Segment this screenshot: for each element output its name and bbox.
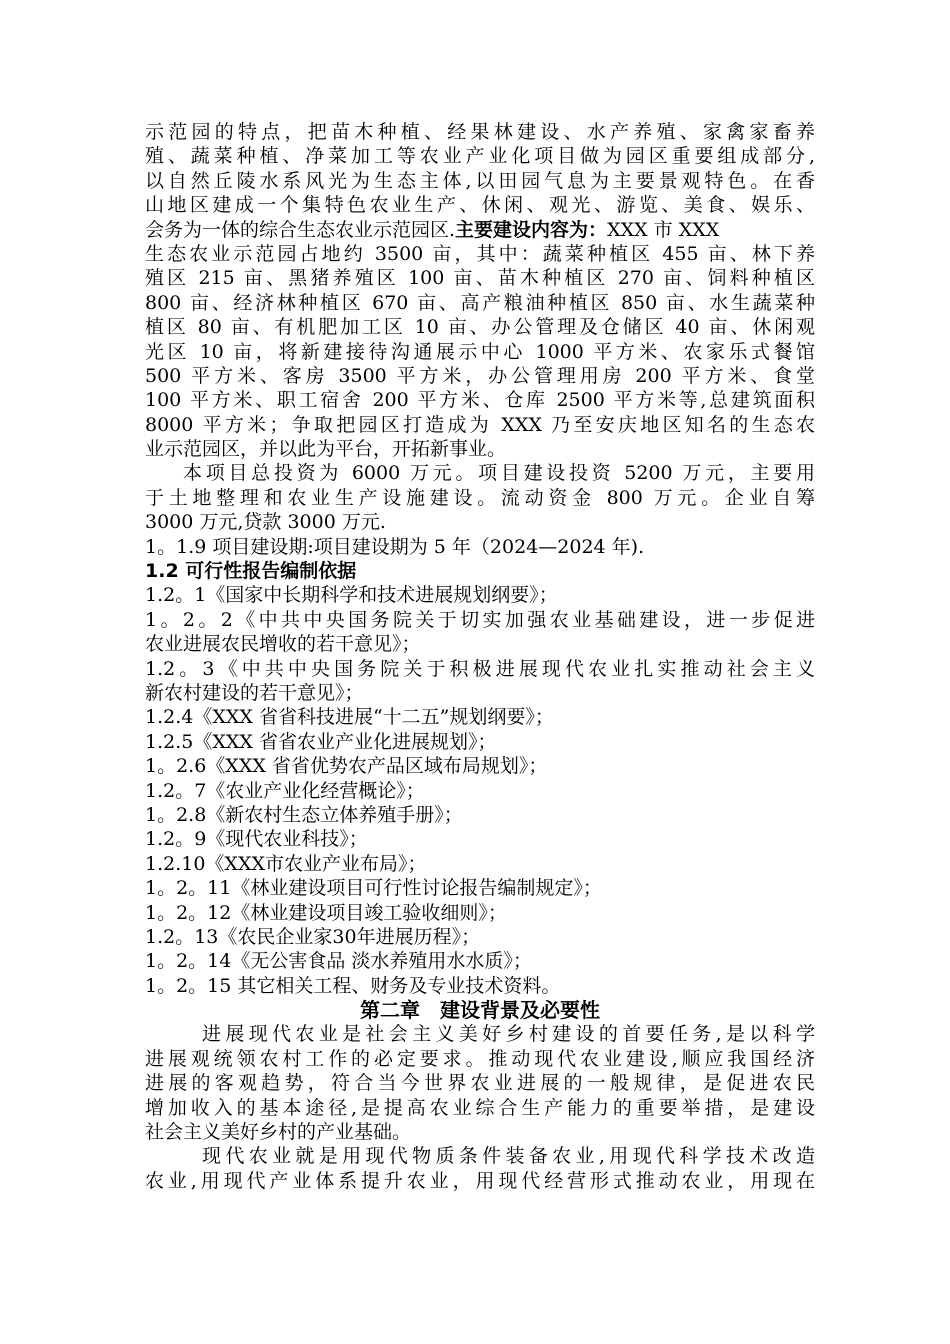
- paragraph-line: 进展的客观趋势，符合当今世界农业进展的一般规律，是促进农民: [145, 1072, 815, 1095]
- reference-item: 1.2。9《现代农业科技》；: [145, 828, 368, 851]
- paragraph-line: 增加收入的基本途径,是提高农业综合生产能力的重要举措，是建设: [145, 1096, 815, 1119]
- paragraph-line: 800 亩、经济林种植区 670 亩、高产粮油种植区 850 亩、水生蔬菜种: [145, 291, 815, 314]
- reference-item: 新农村建设的若干意见》；: [145, 681, 364, 704]
- reference-item: 农业进展农民增收的若干意见》；: [145, 633, 421, 656]
- paragraph-line: 进展现代农业是社会主义美好乡村建设的首要任务,是以科学: [202, 1023, 815, 1046]
- paragraph-line: 农业,用现代产业体系提升农业，用现代经营形式推动农业，用现在: [145, 1169, 815, 1192]
- paragraph-line: 植区 80 亩、有机肥加工区 10 亩、办公管理及仓储区 40 亩、休闲观: [145, 316, 815, 339]
- reference-item: 1.2.5《XXX 省省农业产业化进展规划》；: [145, 730, 497, 753]
- paragraph-text: 会务为一体的综合生态农业示范园区.: [145, 218, 456, 241]
- paragraph-line: 示范园的特点，把苗木种植、经果林建设、水产养殖、家禽家畜养: [145, 121, 815, 143]
- paragraph-line: 500 平方米、客房 3500 平方米，办公管理用房 200 平方米、食堂: [145, 364, 815, 387]
- section-item: 1。1.9 项目建设期:项目建设期为 5 年（2024—2024 年).: [145, 535, 645, 558]
- paragraph-line: 进展观统领农村工作的必定要求。推动现代农业建设,顺应我国经济: [145, 1047, 815, 1070]
- reference-item: 1.2。1《国家中长期科学和技术进展规划纲要》；: [145, 584, 558, 607]
- reference-item: 1.2。3《中共中央国务院关于积极进展现代农业扎实推动社会主义: [145, 657, 815, 680]
- reference-item: 1.2。13《农民企业家30年进展历程》；: [145, 925, 481, 948]
- reference-item: 1。2。11《林业建设项目可行性讨论报告编制规定》；: [145, 877, 602, 900]
- reference-item: 1.2。7《农业产业化经营概论》；: [145, 779, 425, 802]
- paragraph-line: [145, 218, 815, 242]
- reference-item: 1。2。2《中共中央国务院关于切实加强农业基础建设，进一步促进: [145, 608, 815, 631]
- paragraph-line: 殖、蔬菜种植、净菜加工等农业产业化项目做为园区重要组成部分,: [145, 145, 815, 168]
- paragraph-line: 社会主义美好乡村的产业基础。: [145, 1121, 412, 1144]
- chapter-heading: [145, 998, 815, 1022]
- chapter-label: 第二章: [360, 998, 420, 1023]
- reference-item: 1。2。14《无公害食品 淡水养殖用水水质》；: [145, 950, 532, 973]
- reference-item: 1.2.10《XXX市农业产业布局》；: [145, 852, 427, 875]
- paragraph-line: 殖区 215 亩、黑猪养殖区 100 亩、苗木种植区 270 亩、饲料种植区: [145, 267, 815, 290]
- paragraph-line: 本项目总投资为 6000 万元。项目建设投资 5200 万元，主要用: [183, 462, 815, 485]
- paragraph-line: 3000 万元,贷款 3000 万元.: [145, 511, 386, 534]
- paragraph-line: 以自然丘陵水系风光为生态主体,以田园气息为主要景观特色。在香: [145, 169, 815, 192]
- paragraph-line: 8000 平方米；争取把园区打造成为 XXX 乃至安庆地区知名的生态农: [145, 413, 815, 436]
- reference-item: 1。2。15 其它相关工程、财务及专业技术资料。: [145, 974, 561, 997]
- paragraph-line: 山地区建成一个集特色农业生产、休闲、观光、游览、美食、娱乐、: [145, 194, 815, 217]
- bold-lead-in: 主要建设内容为：: [455, 218, 608, 241]
- paragraph-line: 生态农业示范园占地约 3500 亩，其中：蔬菜种植区 455 亩、林下养: [145, 242, 815, 265]
- reference-item: 1.2.4《XXX 省省科技进展“十二五”规划纲要》；: [145, 706, 554, 729]
- section-heading: 1.2 可行性报告编制依据: [145, 560, 357, 583]
- paragraph-line: 于土地整理和农业生产设施建设。流动资金 800 万元。企业自筹: [145, 486, 815, 509]
- paragraph-line: 业示范园区，并以此为平台，开拓新事业。: [145, 438, 507, 461]
- paragraph-line: 光区 10 亩，将新建接待沟通展示中心 1000 平方米、农家乐式餐馆: [145, 340, 815, 363]
- chapter-title: 建设背景及必要性: [440, 998, 600, 1023]
- reference-item: 1。2。12《林业建设项目竣工验收细则》；: [145, 901, 507, 924]
- paragraph-text: XXX 市 XXX: [607, 218, 720, 241]
- reference-item: 1。2.6《XXX 省省优势农产品区域布局规划》；: [145, 755, 548, 778]
- document-body: [145, 120, 815, 1193]
- reference-item: 1。2.8《新农村生态立体养殖手册》；: [145, 803, 463, 826]
- paragraph-line: 现代农业就是用现代物质条件装备农业,用现代科学技术改造: [202, 1145, 815, 1168]
- paragraph-line: 100 平方米、职工宿舍 200 平方米、仓库 2500 平方米等,总建筑面积: [145, 389, 815, 412]
